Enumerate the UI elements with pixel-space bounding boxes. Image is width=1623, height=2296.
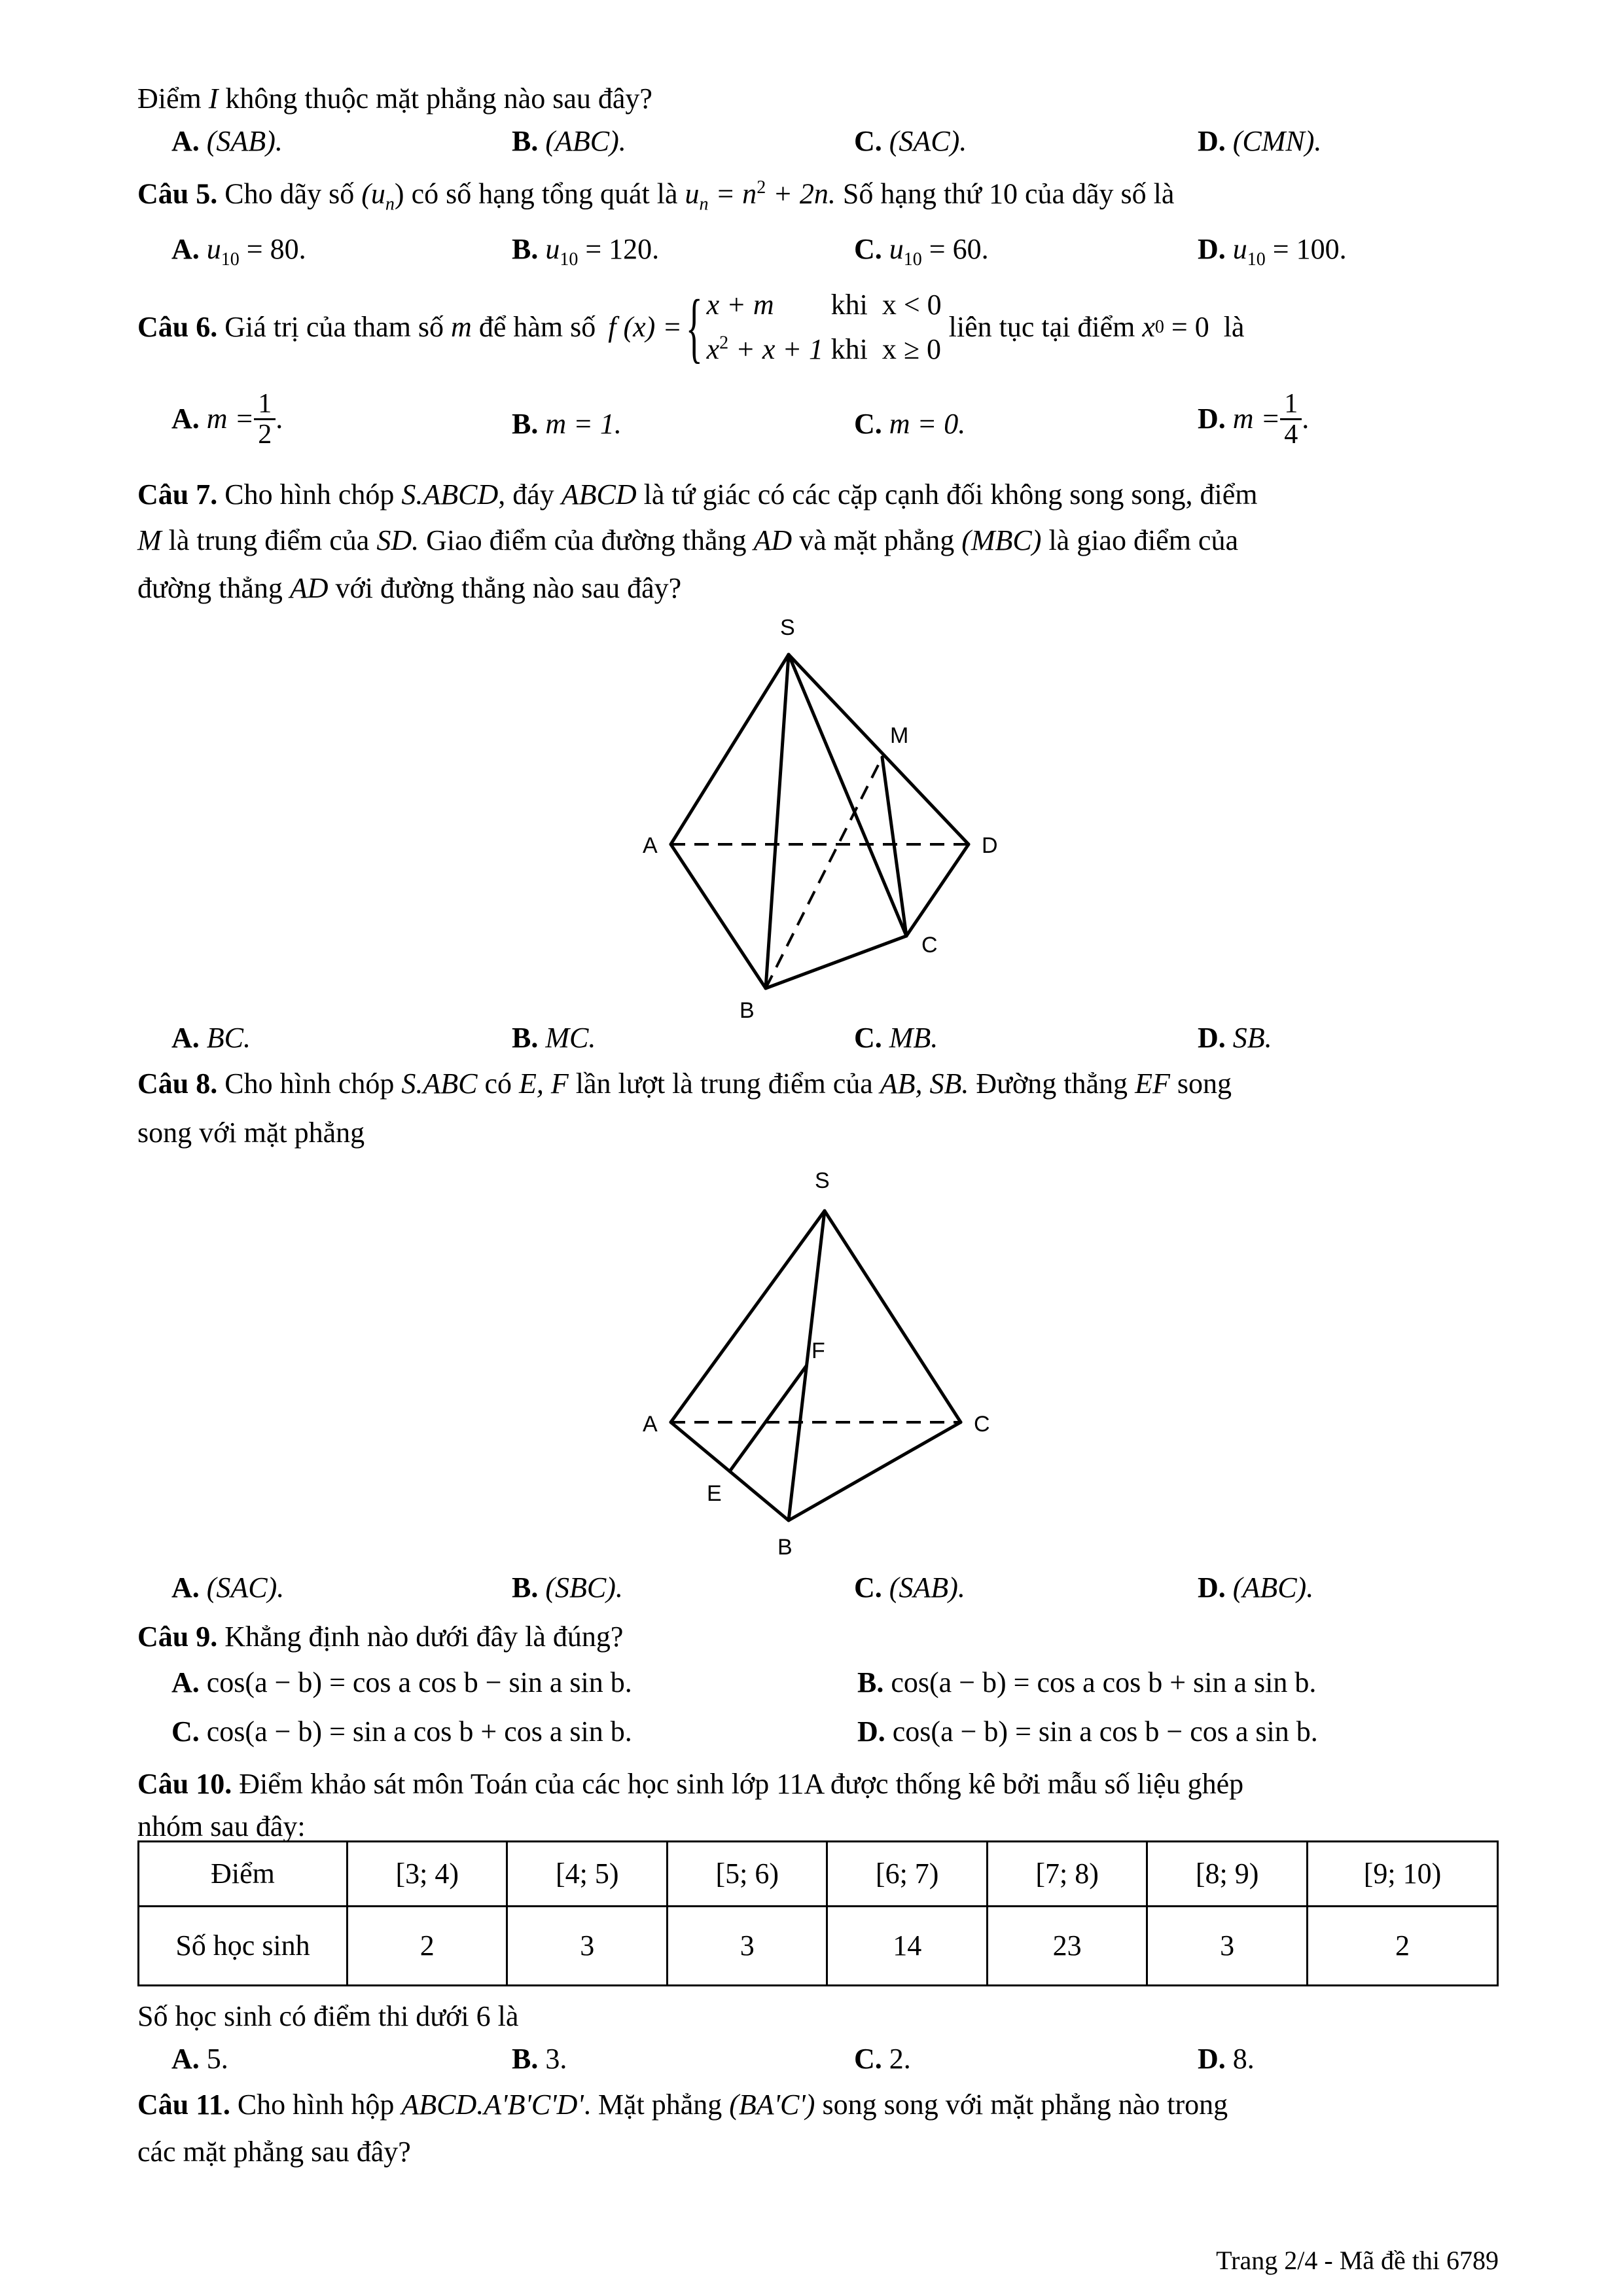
q10-question: Số học sinh có điểm thi dưới 6 là [137, 2000, 519, 2032]
q11-line1: Câu 11. Cho hình hộp ABCD.A'B'C'D'. Mặt phẳng (BA'C') song song với mặt phẳng nào trong [137, 2089, 1228, 2121]
table-cell: 2 [348, 1907, 507, 1986]
score-frequency-table [137, 1840, 1499, 1986]
q9-label: Câu 9. [137, 1621, 218, 1653]
q8-label-b: B [777, 1535, 793, 1560]
q6-option-d[interactable]: D. m = $\frac{1}{4}$ . [1198, 389, 1310, 450]
q7-label-d: D [982, 833, 998, 858]
q4-option-c[interactable]: C. (SAC). [854, 125, 967, 157]
q8-label-c: C [974, 1412, 990, 1437]
q8-option-d[interactable]: D. (ABC). [1198, 1571, 1314, 1604]
q9-option-b[interactable]: B. cos(a − b) = cos a cos b + sin a sin b. [857, 1666, 1317, 1698]
table-row-label: Số học sinh [139, 1907, 348, 1986]
table-row [139, 1907, 1498, 1986]
edge-sa [671, 1211, 825, 1422]
q9-stem: Câu 9. Khẳng định nào dưới đây là đúng? [137, 1621, 624, 1653]
hidden-segment-mb [766, 757, 882, 988]
q10-line1: Câu 10. Điểm khảo sát môn Toán của các học sinh lớp 11A được thống kê bởi mẫu số liệu ghép [137, 1768, 1244, 1800]
edge-ab [671, 844, 766, 988]
q7-label-b: B [740, 998, 755, 1023]
q8-label-a: A [643, 1412, 658, 1437]
q8-pyramid-figure [628, 1162, 1021, 1568]
q8-option-a[interactable]: A. (SAC). [171, 1571, 285, 1604]
edge-sd [789, 655, 969, 844]
q7-label: Câu 7. [137, 478, 218, 511]
q5-stem: Câu 5. Cho dãy số $(u_n)$ có số hạng tổng quát là $u_n = n^2 + 2n$. Số hạng thứ 10 của dãy số là [137, 177, 1175, 215]
q4-option-b[interactable]: B. (ABC). [512, 125, 626, 157]
q8-option-c[interactable]: C. (SAB). [854, 1571, 965, 1604]
q8-label: Câu 8. [137, 1067, 218, 1100]
q5-label: Câu 5. [137, 177, 218, 210]
q10-option-d[interactable]: D. 8. [1198, 2043, 1255, 2075]
q8-line2: song với mặt phẳng [137, 1117, 365, 1149]
q8-line1: Câu 8. Cho hình chóp S.ABC có E, F lần lượt là trung điểm của AB, SB. Đường thẳng EF song [137, 1067, 1232, 1100]
table-header-label: Điểm [139, 1842, 348, 1907]
q8-label-f: F [812, 1338, 825, 1363]
table-cell: [6; 7) [827, 1842, 987, 1907]
q5-option-a[interactable]: A. $u_{10} = 80$. [171, 233, 306, 270]
table-cell: 23 [987, 1907, 1147, 1986]
q6-option-a[interactable]: A. m = $\frac{1}{2}$ . [171, 389, 283, 450]
q8-option-b[interactable]: B. (SBC). [512, 1571, 623, 1604]
edge-bc [789, 1422, 961, 1520]
page-footer: Trang 2/4 - Mã đề thi 6789 [1216, 2246, 1499, 2275]
q10-label: Câu 10. [137, 1768, 232, 1800]
q7-option-b[interactable]: B. MC. [512, 1022, 596, 1054]
q6-option-c[interactable]: C. m = 0. [854, 408, 966, 440]
table-cell: [3; 4) [348, 1842, 507, 1907]
q5-option-b[interactable]: B. $u_{10} = 120$. [512, 233, 660, 270]
edge-sb [766, 655, 789, 988]
q6-option-b[interactable]: B. m = 1. [512, 408, 622, 440]
edge-cd [906, 844, 969, 936]
q9-option-c[interactable]: C. cos(a − b) = sin a cos b + cos a sin b. [171, 1715, 632, 1748]
table-cell: 2 [1307, 1907, 1497, 1986]
q7-line1: Câu 7. Cho hình chóp S.ABCD, đáy ABCD là tứ giác có các cặp cạnh đối không song song, điểm [137, 478, 1258, 511]
q4-option-a[interactable]: A. (SAB). [171, 125, 283, 157]
table-cell: 14 [827, 1907, 987, 1986]
q7-line2: M là trung điểm của SD. Giao điểm của đường thẳng AD và mặt phẳng (MBC) là giao điểm của [137, 524, 1238, 556]
q7-label-m: M [890, 723, 909, 748]
q10-option-a[interactable]: A. 5. [171, 2043, 228, 2075]
q4-option-d[interactable]: D. (CMN). [1198, 125, 1322, 157]
q7-label-s: S [780, 615, 795, 640]
q7-line3: đường thẳng AD với đường thẳng nào sau đây? [137, 572, 682, 604]
edge-sa [671, 655, 789, 844]
q11-label: Câu 11. [137, 2089, 230, 2121]
q8-label-e: E [707, 1481, 722, 1506]
q7-label-c: C [921, 933, 938, 958]
table-cell: 3 [507, 1907, 667, 1986]
edge-sc [825, 1211, 961, 1422]
q9-option-a[interactable]: A. cos(a − b) = cos a cos b − sin a sin b. [171, 1666, 632, 1698]
table-cell: 3 [667, 1907, 827, 1986]
q7-label-a: A [643, 833, 658, 858]
table-cell: [5; 6) [667, 1842, 827, 1907]
q6-label: Câu 6. [137, 310, 218, 343]
table-cell: [7; 8) [987, 1842, 1147, 1907]
q5-option-c[interactable]: C. $u_{10} = 60$. [854, 233, 989, 270]
table-header-row [139, 1842, 1498, 1907]
table-cell: [4; 5) [507, 1842, 667, 1907]
q7-option-d[interactable]: D. SB. [1198, 1022, 1272, 1054]
piecewise-brace: { [685, 283, 703, 370]
q10-option-b[interactable]: B. 3. [512, 2043, 567, 2075]
q8-label-s: S [815, 1168, 830, 1193]
q7-option-a[interactable]: A. BC. [171, 1022, 251, 1054]
q6-stem: Câu 6. Giá trị của tham số m để hàm số f (x) = { x + m khi x < 0 $x^2 + x + 1$ khi x ≥ 0 liên tục tại điểm x 0 = 0 là [137, 281, 1244, 373]
table-cell: [8; 9) [1147, 1842, 1307, 1907]
table-cell: 3 [1147, 1907, 1307, 1986]
q7-option-c[interactable]: C. MB. [854, 1022, 938, 1054]
q9-option-d[interactable]: D. cos(a − b) = sin a cos b − cos a sin b. [857, 1715, 1318, 1748]
q10-line2: nhóm sau đây: [137, 1810, 306, 1842]
q4-stem: Điểm I không thuộc mặt phẳng nào sau đây? [137, 82, 652, 115]
piecewise-cases: x + m khi x < 0 $x^2 + x + 1$ khi x ≥ 0 [706, 288, 942, 365]
q11-line2: các mặt phẳng sau đây? [137, 2136, 411, 2168]
table-cell: [9; 10) [1307, 1842, 1497, 1907]
q7-pyramid-figure [628, 605, 1034, 1024]
q10-option-c[interactable]: C. 2. [854, 2043, 911, 2075]
q5-option-d[interactable]: D. $u_{10} = 100$. [1198, 233, 1347, 270]
